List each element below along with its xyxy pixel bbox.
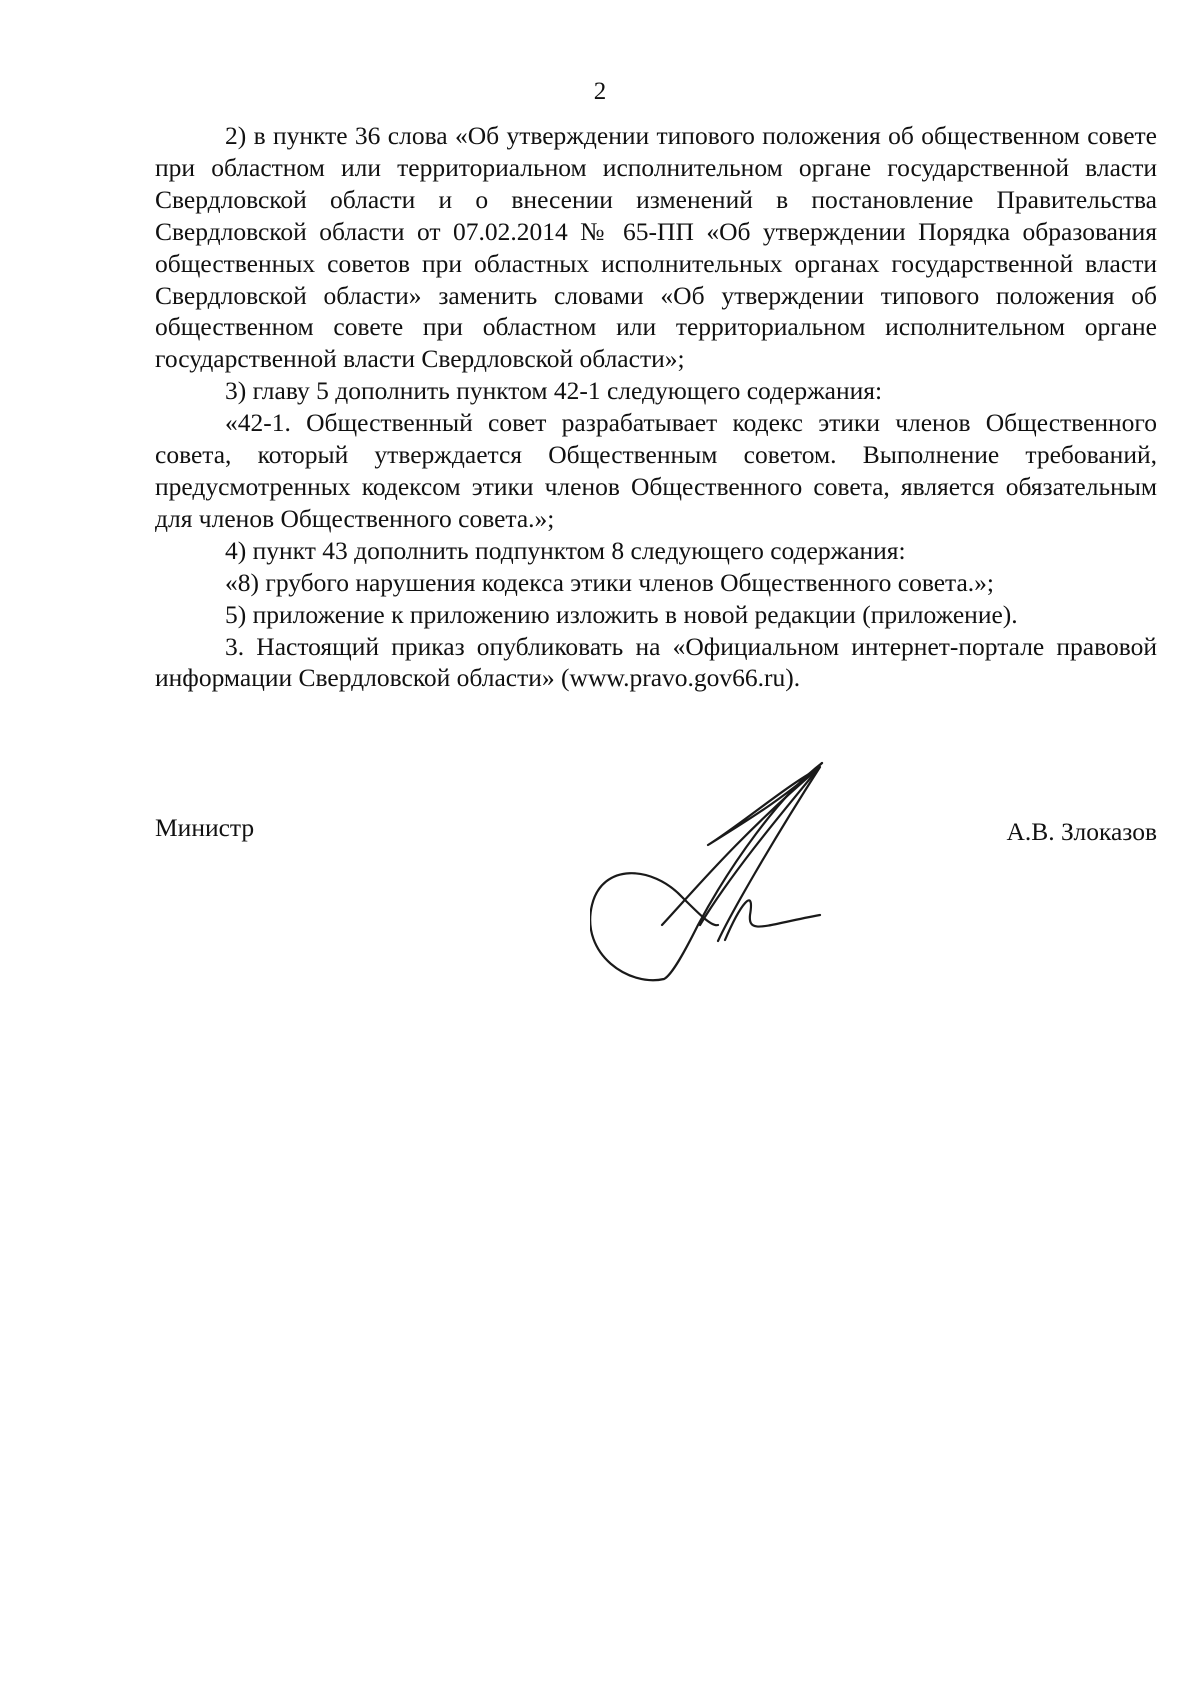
signature-stroke-tail xyxy=(725,900,820,940)
paragraph-amendment-2: 2) в пункте 36 слова «Об утверждении типового положения об общественном совете при областном или территориальном исполнительном органе государственной власти Свердловской области и о внесении изменений в постановление Правительства Свердловской области от 07.02.2014 № 65-ПП «Об утверждении Порядка образования общественных советов при областных исполнительных органах государственной власти Свердловской области» заменить словами «Об утверждении типового положения об общественном совете при областном или территориальном исполнительном органе государственной власти Свердловской области»; xyxy=(155,121,1157,374)
paragraph-item-42-1: «42-1. Общественный совет разрабатывает кодекс этики членов Общественного совета, который утверждается Общественным советом. Выполнение требований, предусмотренных кодексом этики членов Общественного совета, является обязательным для членов Общественного совета.»; xyxy=(155,408,1157,533)
signature-stroke-upper xyxy=(700,763,822,925)
paragraph-subitem-8: «8) грубого нарушения кодекса этики членов Общественного совета.»; xyxy=(225,567,995,597)
paragraph-amendment-3: 3) главу 5 дополнить пунктом 42-1 следующего содержания: xyxy=(225,376,883,406)
paragraph-amendment-5: 5) приложение к приложению изложить в новой редакции (приложение). xyxy=(225,599,1018,629)
handwritten-signature xyxy=(590,755,870,990)
signatory-position: Министр xyxy=(155,813,255,842)
page-number: 2 xyxy=(593,78,607,105)
document-body xyxy=(155,120,1157,694)
paragraph-amendment-4: 4) пункт 43 дополнить подпунктом 8 следующего содержания: xyxy=(225,535,906,565)
paragraph-publication: 3. Настоящий приказ опубликовать на «Официальном интернет-портале правовой информации Свердловской области» (www.pravo.gov66.ru). xyxy=(155,631,1157,693)
signatory-name: А.В. Злоказов xyxy=(1006,817,1157,846)
